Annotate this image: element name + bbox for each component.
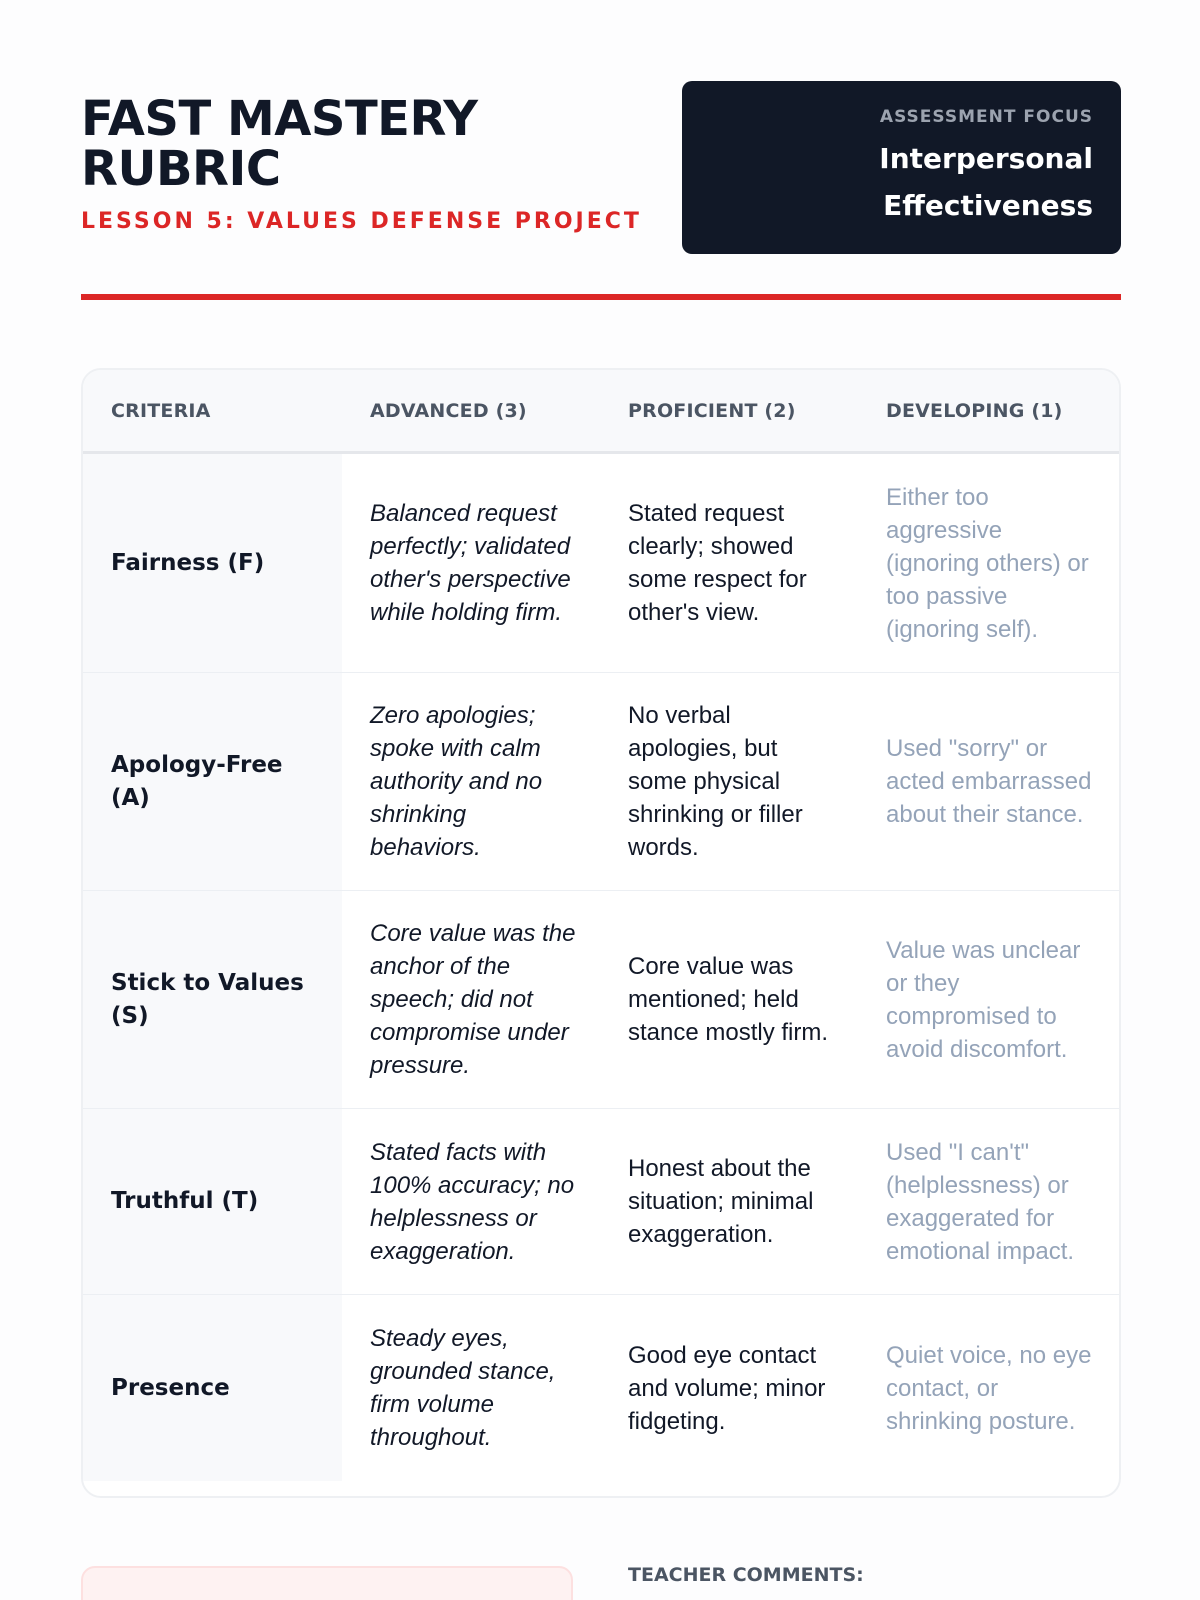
proficient-cell: Good eye contact and volume; minor fidgeting. xyxy=(628,1341,826,1435)
column-header-developing: DEVELOPING (1) xyxy=(886,399,1063,422)
advanced-cell: Core value was the anchor of the speech; did not compromise under pressure. xyxy=(370,920,576,1079)
table-row xyxy=(83,673,1119,891)
table-row xyxy=(83,454,1119,673)
rubric-table xyxy=(81,368,1121,1498)
page-subtitle: LESSON 5: VALUES DEFENSE PROJECT xyxy=(81,209,642,234)
table-header-row xyxy=(83,370,1119,454)
developing-cell: Used "I can't" (helplessness) or exaggerated for emotional impact. xyxy=(886,1138,1075,1265)
table-row xyxy=(83,891,1119,1109)
advanced-cell: Balanced request perfectly; validated other's perspective while holding firm. xyxy=(370,500,571,626)
table-row xyxy=(83,1109,1119,1295)
column-header-criteria: CRITERIA xyxy=(111,399,211,422)
advanced-cell: Steady eyes, grounded stance, firm volume throughout. xyxy=(370,1325,556,1451)
proficient-cell: Stated request clearly; showed some respect for other's view. xyxy=(628,500,807,626)
criteria-cell: Stick to Values (S) xyxy=(83,891,342,1108)
assessment-focus-card xyxy=(682,81,1121,254)
page-header xyxy=(81,80,1121,300)
column-header-proficient: PROFICIENT (2) xyxy=(628,399,796,422)
advanced-cell: Stated facts with 100% accuracy; no helplessness or exaggeration. xyxy=(370,1138,575,1265)
proficient-cell: Honest about the situation; minimal exaggeration. xyxy=(628,1155,814,1248)
developing-cell: Either too aggressive (ignoring others) or too passive (ignoring self). xyxy=(886,483,1089,643)
criteria-cell: Fairness (F) xyxy=(83,454,342,672)
advanced-cell: Zero apologies; spoke with calm authority and no shrinking behaviors. xyxy=(370,702,543,861)
developing-cell: Quiet voice, no eye contact, or shrinking posture. xyxy=(886,1341,1092,1435)
criteria-cell: Presence xyxy=(83,1295,342,1481)
table-row xyxy=(83,1295,1119,1481)
developing-cell: Used "sorry" or acted embarrassed about their stance. xyxy=(886,735,1092,828)
column-header-advanced: ADVANCED (3) xyxy=(370,399,527,422)
page-title: FAST MASTERY RUBRIC xyxy=(81,91,478,197)
header-divider xyxy=(81,294,1121,300)
developing-cell: Value was unclear or they compromised to avoid discomfort. xyxy=(886,936,1081,1063)
proficient-cell: Core value was mentioned; held stance mostly firm. xyxy=(628,953,829,1046)
score-box xyxy=(81,1566,573,1600)
criteria-cell: Apology-Free (A) xyxy=(83,673,342,890)
assessment-focus-label: ASSESSMENT FOCUS xyxy=(879,107,1093,127)
teacher-comments-label: TEACHER COMMENTS: xyxy=(628,1564,864,1586)
proficient-cell: No verbal apologies, but some physical shrinking or filler words. xyxy=(628,702,803,861)
criteria-cell: Truthful (T) xyxy=(83,1109,342,1294)
assessment-focus-value: Interpersonal Effectiveness xyxy=(879,142,1093,222)
